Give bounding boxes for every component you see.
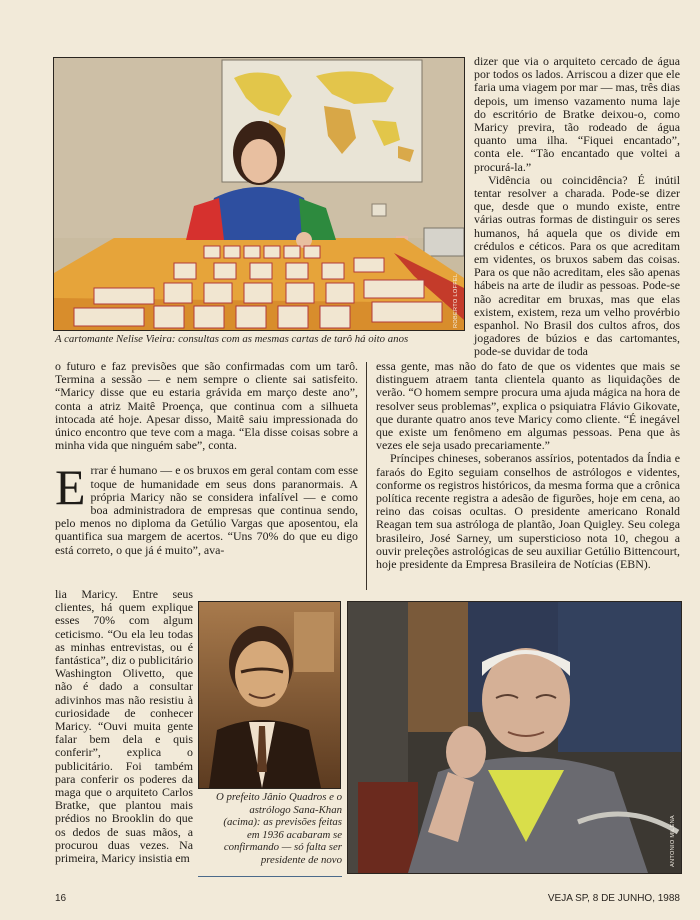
tarot-reader-photo: [53, 57, 465, 331]
paragraph: essa gente, mas não do fato de que os videntes que mais se distinguem atraem tanta clientela quanto as liquidações de verão. “O homem sempre procura uma ajuda mágica na hora de resolver seus problemas”, explica o psiquiatra Flávio Gikovate, que durante quatro anos teve Maricy como cliente. “É inegável que existe um fenômeno em algumas pessoas. Pena que às vezes ele seja usado precariamente.”: [376, 359, 680, 453]
paragraph-with-dropcap: [55, 459, 358, 557]
paragraph-text: rrar é humano — e os bruxos em geral contam com esse toque de humanidade em seus dons paranormais. A própria Maricy não se considera infalível — e como boa administradora de empresas que continua sendo, pelo menos no diploma da Getúlio Vargas que aposentou, ela quantifica sua margem de acertos. “Uns 70% do que eu digo está correto, o que já é muito”, ava-: [55, 463, 358, 557]
footer-rule: [198, 876, 342, 877]
article-column-right-mid: [376, 360, 680, 571]
column-divider: [366, 362, 367, 590]
article-column-right-top: [474, 55, 680, 359]
tarot-scene-illustration: [54, 58, 464, 330]
drop-cap: E: [55, 459, 86, 516]
top-photo-caption: A cartomante Nelise Vieira: consultas com as mesmas cartas de tarô há oito anos: [55, 333, 409, 345]
paragraph: o futuro e faz previsões que são confirmadas com um tarô. Termina a sessão — e nem sempre o cliente sai satisfeito. “Maricy disse que eu estaria grávida em março deste ano”, conta a atriz Maitê Proença, que continua com a silhueta intocada até hoje. Apesar disso, Maitê saiu impressionada do único encontro que teve com a maga. “Ela disse coisas sobre a minha vida que ninguém sabe”, conta.: [55, 359, 358, 453]
paragraph: Príncipes chineses, soberanos assírios, potentados da Índia e faraós do Egito seguiam conselhos de astrólogos e videntes, conforme os registros históricos, da mesma forma que a crônica política recente registra a adesão de figurões, hoje em cena, ao reino das coisas ocultas. O presidente americano Ronald Reagan tem sua astróloga de plantão, Joan Quigley. Seu colega brasileiro, José Sarney, um supersticioso nota 10, chegou a ouvir preleções astrológicas de seu auxiliar Getúlio Bittencourt, hoje presidente da Empresa Brasileira de Notícias (EBN).: [376, 451, 680, 572]
politician-photo: [347, 601, 682, 874]
paragraph: dizer que via o arquiteto cercado de água por todos os lados. Arriscou a dizer que ele faria uma viagem por mar — mas, três dias depois, um imenso vazamento numa laje do escritório de Bratke deixou-o, como Maricy previra, tão rodeado de água quanto uma ilha. “Fiquei encantado”, conta ele. “Tão encantado que voltei a procurá-la.”: [474, 54, 680, 174]
politician-illustration: [348, 602, 681, 873]
paragraph: lia Maricy. Entre seus clientes, há quem explique esses 70% com algum ceticismo. “Ou ela leu todas as minhas entrevistas, ou é fantástica”, diz o publicitário Washington Olivetto, que não é dado a consultar adivinhos mas não resistiu à curiosidade de conhecer Maricy. “Ouvi muita gente falar bem dela e quis conferir”, explica o publicitário. Foi também para conferir os poderes da maga que o arquiteto Carlos Bratke, que plantou mais prédios no Brooklin do que os dedos de suas mãos, a procurou duas vezes. Na primeira, Maricy insistia em: [55, 587, 194, 866]
article-column-left-mid: [55, 360, 358, 557]
portrait-caption: O prefeito Jânio Quadros e o astrólogo Sana-Khan (acima): as previsões feitas em 1936 acabaram se confirmando — só falta ser presidente de novo: [215, 791, 342, 866]
article-column-left-narrow: [55, 588, 193, 865]
photo-credit-roberto: ROBERTO LOFFEL: [453, 273, 459, 328]
issue-line: VEJA SP, 8 DE JUNHO, 1988: [547, 893, 680, 904]
page-number: 16: [55, 893, 67, 904]
paragraph: Vidência ou coincidência? É inútil tentar resolver a charada. Pode-se dizer que, desde que o mundo existe, entre várias outras formas de distinguir os seres humanos, há aquela que os divide em crédulos e céticos. Para os que acreditam em videntes, os bruxos sabem das coisas. Para os que não acreditam, eles são apenas hábeis na arte de iludir as pessoas. Pode-se não acreditar em bruxas, mas que elas existem, existem, reza um velho provérbio espanhol. No Brasil dos cultos afros, dos jogadores de búzios e das cartomantes, pode-se duvidar de toda: [474, 172, 680, 359]
photo-credit-antonio: ANTONIO MILENA: [670, 815, 676, 867]
portrait-photo: [198, 601, 341, 789]
portrait-illustration: [199, 602, 340, 788]
